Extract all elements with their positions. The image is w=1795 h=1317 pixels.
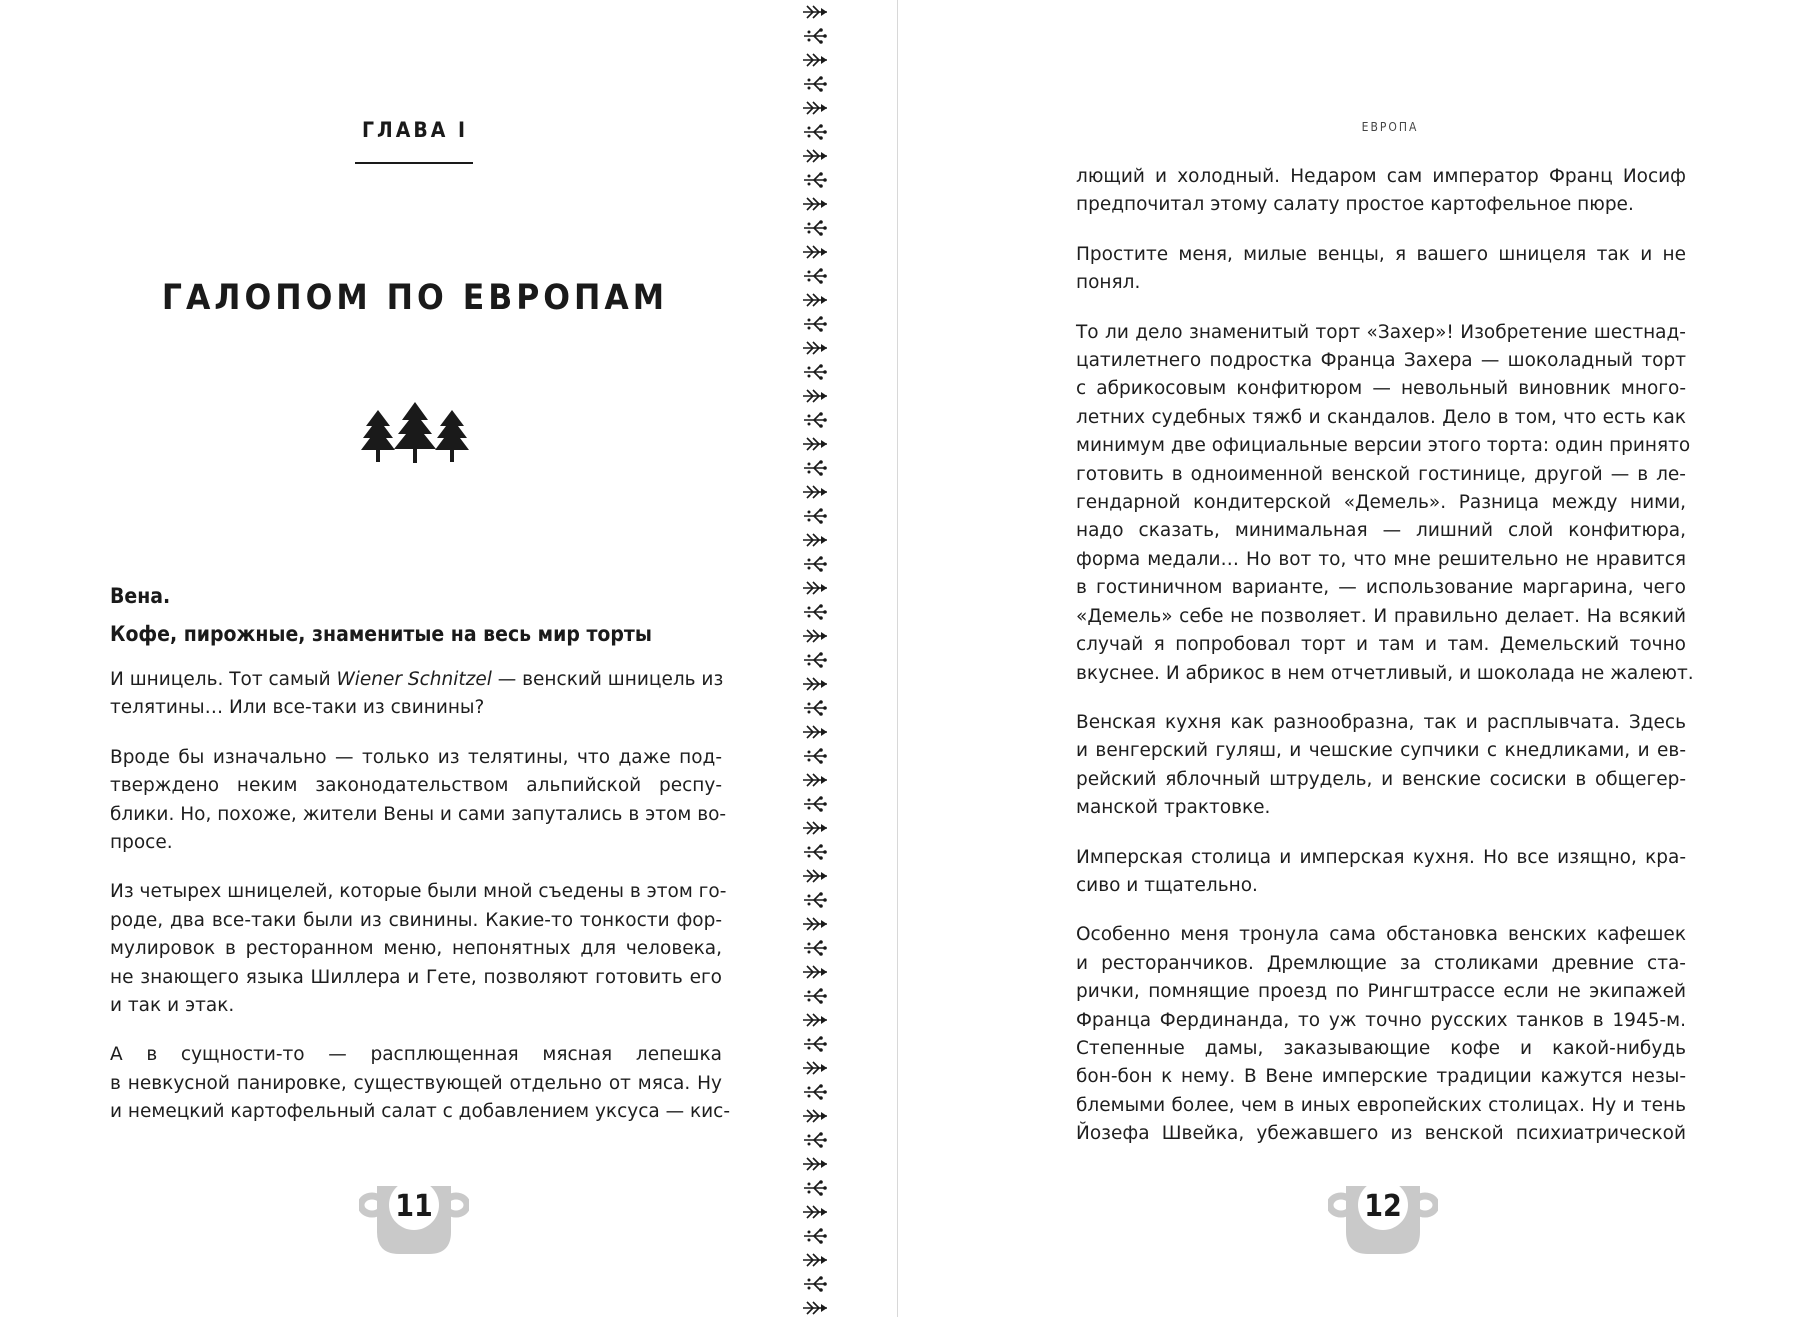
paragraph: [1076, 921, 1686, 1148]
text-line: просе.: [110, 832, 173, 854]
arrow-sprig-motif: [803, 918, 827, 930]
berry-sprig-motif: [804, 988, 827, 1004]
arrow-sprig-motif: [803, 774, 827, 786]
text-line: понял.: [1076, 272, 1141, 294]
text-line: Из четырех шницелей, которые были мной съедены в этом го-: [110, 881, 727, 903]
text-line: надо сказать, минимальная — лишний слой конфитюра,: [1076, 520, 1686, 542]
text-line: Йозефа Швейка, убежавшего из венской психиатрической: [1076, 1123, 1686, 1145]
page-number: 12: [1364, 1189, 1402, 1224]
arrow-sprig-motif: [803, 390, 827, 402]
arrow-sprig-motif: [803, 438, 827, 450]
berry-sprig-motif: [804, 748, 827, 764]
berry-sprig-motif: [804, 1084, 827, 1100]
chapter-title: ГАЛОПОМ ПО ЕВРОПАМ: [161, 278, 669, 318]
chapter-label: ГЛАВА I: [362, 118, 468, 142]
berry-sprig-motif: [804, 796, 827, 812]
chapter-underline: [355, 162, 473, 164]
berry-sprig-motif: [804, 268, 827, 284]
section-heading: [110, 577, 730, 653]
text-line: готовить в одноименной венской гостинице, другой — в ле-: [1076, 463, 1686, 485]
text-line: и немецкий картофельный салат с добавлением уксуса — кис-: [110, 1101, 731, 1123]
arrow-sprig-motif: [803, 534, 827, 546]
text-line: роде, два все-таки были из свинины. Какие-то тонкости фор-: [110, 909, 722, 931]
italic-term: Wiener Schnitzel: [336, 669, 492, 690]
paragraph: [110, 878, 727, 1020]
arrow-sprig-motif: [803, 198, 827, 210]
text-line: тверждено неким законодательством альпийской респу-: [110, 775, 722, 797]
berry-sprig-motif: [804, 28, 827, 44]
text-line: минимум две официальные версии этого торта: один принято: [1076, 435, 1691, 457]
berry-sprig-motif: [804, 1180, 827, 1196]
paragraph: [110, 666, 722, 723]
page-number: 11: [395, 1189, 433, 1224]
berry-sprig-motif: [804, 316, 827, 332]
arrow-sprig-motif: [803, 102, 827, 114]
text-line: случай я попробовал торт и там и там. Демельский точно: [1076, 634, 1686, 656]
berry-sprig-motif: [804, 1228, 827, 1244]
text-line: И шницель. Тот самый Wiener Schnitzel — венский шницель из: [110, 669, 724, 690]
section-subtitle: Кофе, пирожные, знаменитые на весь мир торты: [110, 622, 652, 646]
arrow-sprig-motif: [803, 1014, 827, 1026]
text-line: и ресторанчиков. Дремлющие за столиками древние ста-: [1076, 952, 1686, 974]
arrow-sprig-motif: [803, 486, 827, 498]
paragraph: [1076, 709, 1686, 823]
paragraph: [1076, 163, 1686, 220]
text-line: телятины… Или все-таки из свинины?: [110, 697, 485, 719]
text-line: в невкусной панировке, существующей отдельно от мяса. Ну: [110, 1072, 722, 1094]
text-line: предпочитал этому салату простое картофельное пюре.: [1076, 194, 1634, 216]
arrow-sprig-motif: [803, 6, 827, 18]
text-line: летних судебных тяжб и скандалов. Дело в том, что есть как: [1076, 406, 1686, 428]
arrow-sprig-motif: [803, 630, 827, 642]
arrow-sprig-motif: [803, 1158, 827, 1170]
text-line: в гостиничном варианте, — использование маргарина, чего: [1076, 577, 1686, 599]
arrow-sprig-motif: [803, 1254, 827, 1266]
arrow-sprig-motif: [803, 342, 827, 354]
section-city: Вена.: [110, 584, 171, 608]
text-line: блики. Но, похоже, жители Вены и сами запутались в этом во-: [110, 803, 727, 825]
left-page: [0, 0, 785, 1317]
paragraph: [1076, 241, 1686, 298]
text-line: Степенные дамы, заказывающие кофе и какой-нибудь: [1076, 1037, 1686, 1059]
paragraph: [110, 1041, 731, 1126]
text-line: рейский яблочный штрудель, и венские сосиски в общегер-: [1076, 768, 1686, 790]
folk-ornament-border: [800, 0, 830, 1317]
berry-sprig-motif: [804, 220, 827, 236]
arrow-sprig-motif: [803, 726, 827, 738]
text-line: блемыми более, чем в иных европейских столицах. Ну и тень: [1076, 1094, 1686, 1116]
berry-sprig-motif: [804, 556, 827, 572]
berry-sprig-motif: [804, 1276, 827, 1292]
arrow-sprig-motif: [803, 1110, 827, 1122]
paragraph: [1076, 844, 1686, 901]
arrow-sprig-motif: [803, 150, 827, 162]
text-line: мулировок в ресторанном меню, непонятных для человека,: [110, 938, 722, 960]
paragraph: [110, 744, 727, 858]
arrow-sprig-motif: [803, 678, 827, 690]
running-head: ЕВРОПА: [1361, 120, 1419, 134]
text-line: Имперская столица и имперская кухня. Но все изящно, кра-: [1076, 846, 1686, 868]
page-number-pot: [1328, 1178, 1438, 1262]
berry-sprig-motif: [804, 844, 827, 860]
arrow-sprig-motif: [803, 246, 827, 258]
arrow-sprig-motif: [803, 54, 827, 66]
berry-sprig-motif: [804, 172, 827, 188]
berry-sprig-motif: [804, 1132, 827, 1148]
text-line: с абрикосовым конфитюром — невольный виновник много-: [1076, 378, 1686, 400]
berry-sprig-motif: [804, 76, 827, 92]
text-line: не знающего языка Шиллера и Гете, позволяют готовить его: [110, 966, 722, 988]
left-body-text: [110, 666, 731, 1148]
berry-sprig-motif: [804, 940, 827, 956]
text-line: То ли дело знаменитый торт «Захер»! Изобретение шестнад-: [1076, 321, 1686, 343]
arrow-sprig-motif: [803, 822, 827, 834]
arrow-sprig-motif: [803, 870, 827, 882]
text-line: бон-бон к нему. В Вене имперские традиции кажутся незы-: [1076, 1066, 1686, 1088]
text-line: Вроде бы изначально — только из телятины, что даже под-: [110, 746, 722, 768]
right-body-text: [1076, 163, 1694, 1170]
arrow-sprig-motif: [803, 294, 827, 306]
text-line: Особенно меня тронула сама обстановка венских кафешек: [1076, 924, 1686, 946]
text-line: лющий и холодный. Недаром сам император Франц Иосиф: [1076, 166, 1686, 187]
text-line: цатилетнего подростка Франца Захера — шоколадный торт: [1076, 350, 1686, 372]
text-line: А в сущности-то — расплющенная мясная лепешка: [110, 1044, 722, 1066]
text-line: манской трактовке.: [1076, 797, 1271, 819]
berry-sprig-motif: [804, 892, 827, 908]
arrow-sprig-motif: [803, 1302, 827, 1314]
berry-sprig-motif: [804, 124, 827, 140]
berry-sprig-motif: [804, 364, 827, 380]
text-line: рички, помнящие проезд по Рингштрассе если не экипажей: [1076, 981, 1686, 1003]
paragraph: [1076, 319, 1694, 688]
arrow-sprig-motif: [803, 966, 827, 978]
text-line: форма медали… Но вот то, что мне решительно не нравится: [1076, 548, 1686, 570]
text-line: Франца Фердинанда, то уж точно русских танков в 1945-м.: [1076, 1009, 1686, 1031]
page-number-pot: [359, 1178, 469, 1262]
gutter-ornament-left: [800, 0, 830, 1317]
text-line: Венская кухня как разнообразна, так и расплывчата. Здесь: [1076, 711, 1686, 733]
arrow-sprig-motif: [803, 1062, 827, 1074]
text-line: сиво и тщательно.: [1076, 874, 1258, 896]
berry-sprig-motif: [804, 700, 827, 716]
berry-sprig-motif: [804, 604, 827, 620]
text-line: Простите меня, милые венцы, я вашего шницеля так и не: [1076, 243, 1686, 265]
arrow-sprig-motif: [803, 1206, 827, 1218]
berry-sprig-motif: [804, 508, 827, 524]
text-line: «Демель» себе не позволяет. И правильно делает. На всякий: [1076, 605, 1686, 627]
text-line: и венгерский гуляш, и чешские супчики с кнедликами, и ев-: [1076, 740, 1686, 762]
three-fir-trees-icon: [360, 402, 470, 464]
text-line: гендарной кондитерской «Демель». Разница между ними,: [1076, 492, 1686, 514]
text-line: вкуснее. И абрикос в нем отчетливый, и шоколада не жалеют.: [1076, 662, 1694, 684]
berry-sprig-motif: [804, 1036, 827, 1052]
berry-sprig-motif: [804, 652, 827, 668]
text-line: и так и этак.: [110, 995, 235, 1017]
berry-sprig-motif: [804, 412, 827, 428]
berry-sprig-motif: [804, 460, 827, 476]
arrow-sprig-motif: [803, 582, 827, 594]
